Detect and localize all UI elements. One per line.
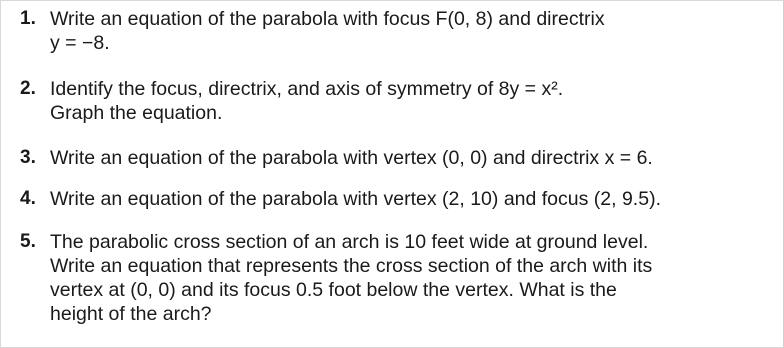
- problem-text-line: height of the arch?: [50, 303, 212, 325]
- problem-text-line: vertex at (0, 0) and its focus 0.5 foot below the vertex. What is the: [50, 279, 617, 301]
- problem-text: [50, 146, 770, 170]
- problem-text-line: Graph the equation.: [50, 102, 223, 124]
- problem-text: [50, 77, 770, 125]
- problem-text: [50, 7, 770, 55]
- problem-text: [50, 187, 770, 211]
- problem-text: [50, 230, 770, 326]
- problem-number: 3.: [20, 147, 36, 168]
- problem-text-line: Write an equation of the parabola with vertex (2, 10) and focus (2, 9.5).: [50, 188, 661, 210]
- problem-number: 4.: [20, 188, 36, 209]
- problem-number: 5.: [20, 231, 36, 252]
- problem-text-line: The parabolic cross section of an arch is 10 feet wide at ground level.: [50, 231, 649, 253]
- problem-number: 2.: [20, 78, 36, 99]
- problem-text-line: Write an equation that represents the cross section of the arch with its: [50, 255, 653, 277]
- problem-text-line: Write an equation of the parabola with focus F(0, 8) and directrix: [50, 8, 605, 30]
- problem-text-line: y = −8.: [50, 32, 110, 54]
- problem-text-line: Write an equation of the parabola with vertex (0, 0) and directrix x = 6.: [50, 147, 653, 169]
- problem-text-line: Identify the focus, directrix, and axis of symmetry of 8y = x².: [50, 78, 564, 100]
- problem-number: 1.: [20, 8, 36, 29]
